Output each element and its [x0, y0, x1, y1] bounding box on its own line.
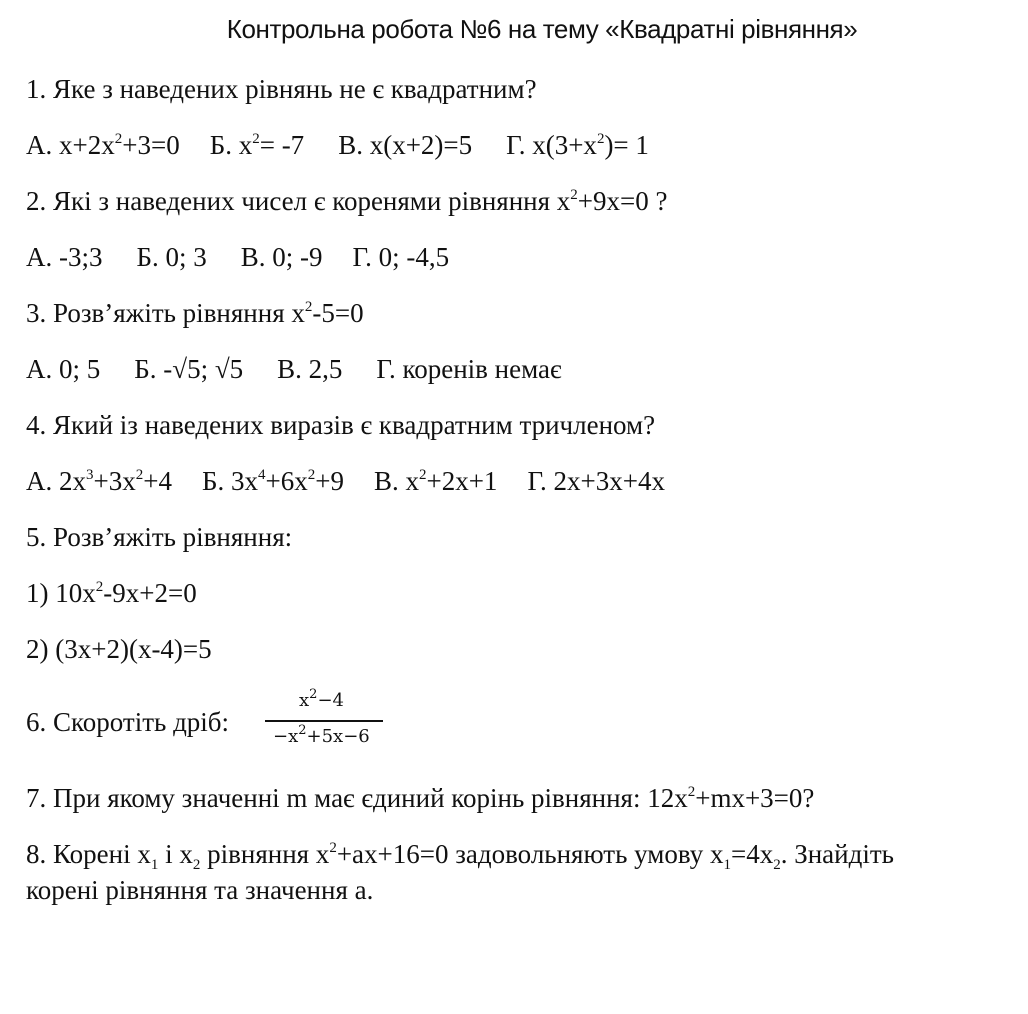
option-2c: В. 0; -9 [240, 242, 323, 272]
option-1a: А. $х+2х^2+3=0$ [26, 130, 180, 160]
option-3c: В. 2,5 [277, 354, 343, 384]
question-3-options [26, 352, 592, 386]
question-5-equation-2: 2) (3х+2)(х-4)=5 [26, 634, 212, 664]
question-2: 2. Які з наведених чисел є коренями рівняння $х^2+9х=0$ ? [26, 186, 668, 216]
question-4-options [26, 464, 695, 498]
option-4b: Б. $3х^4+6х^2+9$ [201, 466, 344, 496]
question-3: 3. Розв’яжіть рівняння $х^2-5=0$ [26, 298, 364, 328]
question-1-text: 1. Яке з наведених рівнянь не є квадратним? [26, 74, 537, 104]
question-1 [26, 72, 537, 106]
question-4: 4. Який із наведених виразів є квадратним тричленом? [26, 410, 656, 440]
page-title: Контрольна робота №6 на тему «Квадратні рівняння» [226, 14, 858, 44]
fraction-denominator: $-x^2+5x-6$ [273, 723, 370, 747]
option-3b: Б. -√5; √5 [134, 354, 244, 384]
question-5: 5. Розв’яжіть рівняння: [26, 522, 293, 552]
fraction-bar [265, 720, 383, 722]
option-1d: Г. $х(3+х^2)= 1$ [506, 130, 649, 160]
option-3a: А. 0; 5 [26, 354, 101, 384]
option-1b: Б. $х^2= -7$ [209, 130, 305, 160]
question-5-equation-1: 1) $10х^2-9х+2=0$ [26, 578, 197, 608]
option-2b: Б. 0; 3 [136, 242, 207, 272]
question-1-options [26, 128, 679, 162]
question-8: 8. Корені $х_1$ і $х_2$ рівняння $х^2+ах+16=0$ задовольняють умову $х_1=4х_2$. Знайдіть [26, 839, 894, 873]
question-7: 7. При якому значенні m має єдиний корінь рівняння: $12х^2+mх+3=0$? [26, 783, 815, 813]
option-2a: А. -3;3 [26, 242, 103, 272]
option-1c: В. х(х+2)=5 [338, 130, 473, 160]
option-3d: Г. коренів немає [376, 354, 562, 384]
fraction-numerator: $x^2-4$ [299, 687, 344, 711]
option-4d: Г. 2х+3х+4х [527, 466, 665, 496]
question-2-options [26, 240, 479, 274]
question-6: 6. Скоротіть дріб: [26, 707, 230, 737]
option-4a: А. $2х^3+3х^2+4$ [26, 466, 172, 496]
question-8-line-2: корені рівняння та значення а. [26, 875, 374, 905]
option-4c: В. $х^2+2х+1$ [373, 466, 498, 496]
option-2d: Г. 0; -4,5 [352, 242, 450, 272]
